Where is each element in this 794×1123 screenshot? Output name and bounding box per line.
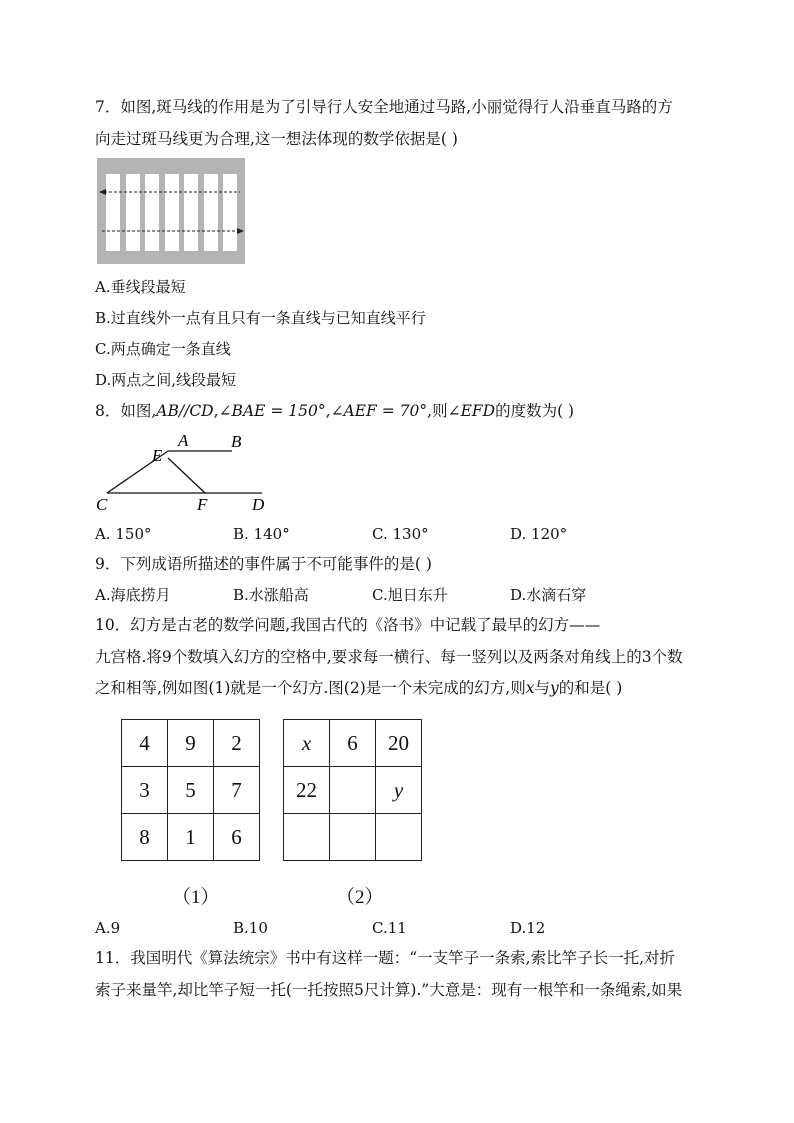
q8-option-d: D. 120° bbox=[510, 525, 568, 543]
q7-option-a: A.垂线段最短 bbox=[95, 278, 186, 296]
grid2-cell: 22 bbox=[284, 767, 330, 814]
q9-option-c: C.旭日东升 bbox=[372, 586, 448, 604]
label-c: C bbox=[96, 495, 108, 514]
q10-text-line1: 10．幻方是古老的数学问题,我国古代的《洛书》中记载了最早的幻方—— bbox=[95, 616, 601, 634]
grid2-cell bbox=[330, 767, 376, 814]
q7-text-line2: 向走过斑马线更为合理,这一想法体现的数学依据是( ) bbox=[95, 130, 458, 148]
q8-angle-bae: ∠BAE = 150° bbox=[218, 402, 326, 420]
q8-text: 8．如图,AB//CD,∠BAE = 150°,∠AEF = 70°,则∠EFD的度数为( ) bbox=[95, 402, 575, 420]
q10-option-d: D.12 bbox=[510, 919, 546, 937]
zebra-crossing-figure bbox=[97, 158, 247, 266]
segment-ef bbox=[168, 458, 205, 493]
q10-option-c: C.11 bbox=[372, 919, 407, 937]
grid1-cell: 9 bbox=[168, 720, 214, 767]
q8-angle-aef: ∠AEF = 70° bbox=[330, 402, 428, 420]
q9-option-d: D.水滴石穿 bbox=[510, 586, 587, 604]
grid2-cell: 6 bbox=[330, 720, 376, 767]
label-a: A bbox=[178, 431, 189, 450]
q8-option-b: B. 140° bbox=[233, 525, 290, 543]
parallel-lines-figure bbox=[92, 430, 282, 516]
q10-option-a: A.9 bbox=[95, 919, 121, 937]
caption-figure-2: （2） bbox=[336, 887, 384, 908]
q9-text: 9．下列成语所描述的事件属于不可能事件的是( ) bbox=[95, 555, 432, 573]
q7-option-c: C.两点确定一条直线 bbox=[95, 340, 231, 358]
q10-text-line2: 九宫格.将9个数填入幻方的空格中,要求每一横行、每一竖列以及两条对角线上的3个数 bbox=[95, 648, 683, 666]
q8-ab-parallel-cd: AB//CD bbox=[156, 402, 214, 420]
q11-text-line2: 索子来量竿,却比竿子短一托(一托按照5尺计算).”大意是：现有一根竿和一条绳索,如果 bbox=[95, 981, 683, 999]
q7-option-d: D.两点之间,线段最短 bbox=[95, 371, 237, 389]
grid1-cell: 8 bbox=[122, 814, 168, 861]
grid2-cell bbox=[330, 814, 376, 861]
q10-option-b: B.10 bbox=[233, 919, 268, 937]
grid1-cell: 2 bbox=[214, 720, 260, 767]
label-d: D bbox=[252, 495, 265, 514]
label-e: E bbox=[152, 446, 163, 465]
q7-text-line1: 7．如图,斑马线的作用是为了引导行人安全地通过马路,小丽觉得行人沿垂直马路的方 bbox=[95, 98, 673, 116]
grid2-cell bbox=[376, 814, 422, 861]
grid1-cell: 1 bbox=[168, 814, 214, 861]
grid1-cell: 4 bbox=[122, 720, 168, 767]
q10-text-line3: 之和相等,例如图(1)就是一个幻方.图(2)是一个未完成的幻方,则x与y的和是( ) bbox=[95, 679, 623, 697]
q9-option-a: A.海底捞月 bbox=[95, 586, 171, 604]
magic-square-1 bbox=[121, 719, 260, 861]
caption-figure-1: （1） bbox=[172, 887, 220, 908]
grid2-cell-x: x bbox=[284, 720, 330, 767]
q9-option-b: B.水涨船高 bbox=[233, 586, 309, 604]
q8-option-a: A. 150° bbox=[95, 525, 152, 543]
label-b: B bbox=[231, 432, 242, 451]
grid1-cell: 5 bbox=[168, 767, 214, 814]
grid2-cell-y: y bbox=[376, 767, 422, 814]
magic-square-2 bbox=[283, 719, 422, 861]
grid1-cell: 6 bbox=[214, 814, 260, 861]
grid2-cell: 20 bbox=[376, 720, 422, 767]
grid2-cell bbox=[284, 814, 330, 861]
q7-option-b: B.过直线外一点有且只有一条直线与已知直线平行 bbox=[95, 309, 426, 327]
q11-text-line1: 11．我国明代《算法统宗》书中有这样一题：“一支竿子一条索,索比竿子长一托,对折 bbox=[95, 949, 676, 967]
q8-option-c: C. 130° bbox=[372, 525, 429, 543]
grid1-cell: 3 bbox=[122, 767, 168, 814]
q8-angle-efd: ∠EFD bbox=[447, 402, 496, 420]
grid1-cell: 7 bbox=[214, 767, 260, 814]
label-f: F bbox=[197, 495, 208, 514]
